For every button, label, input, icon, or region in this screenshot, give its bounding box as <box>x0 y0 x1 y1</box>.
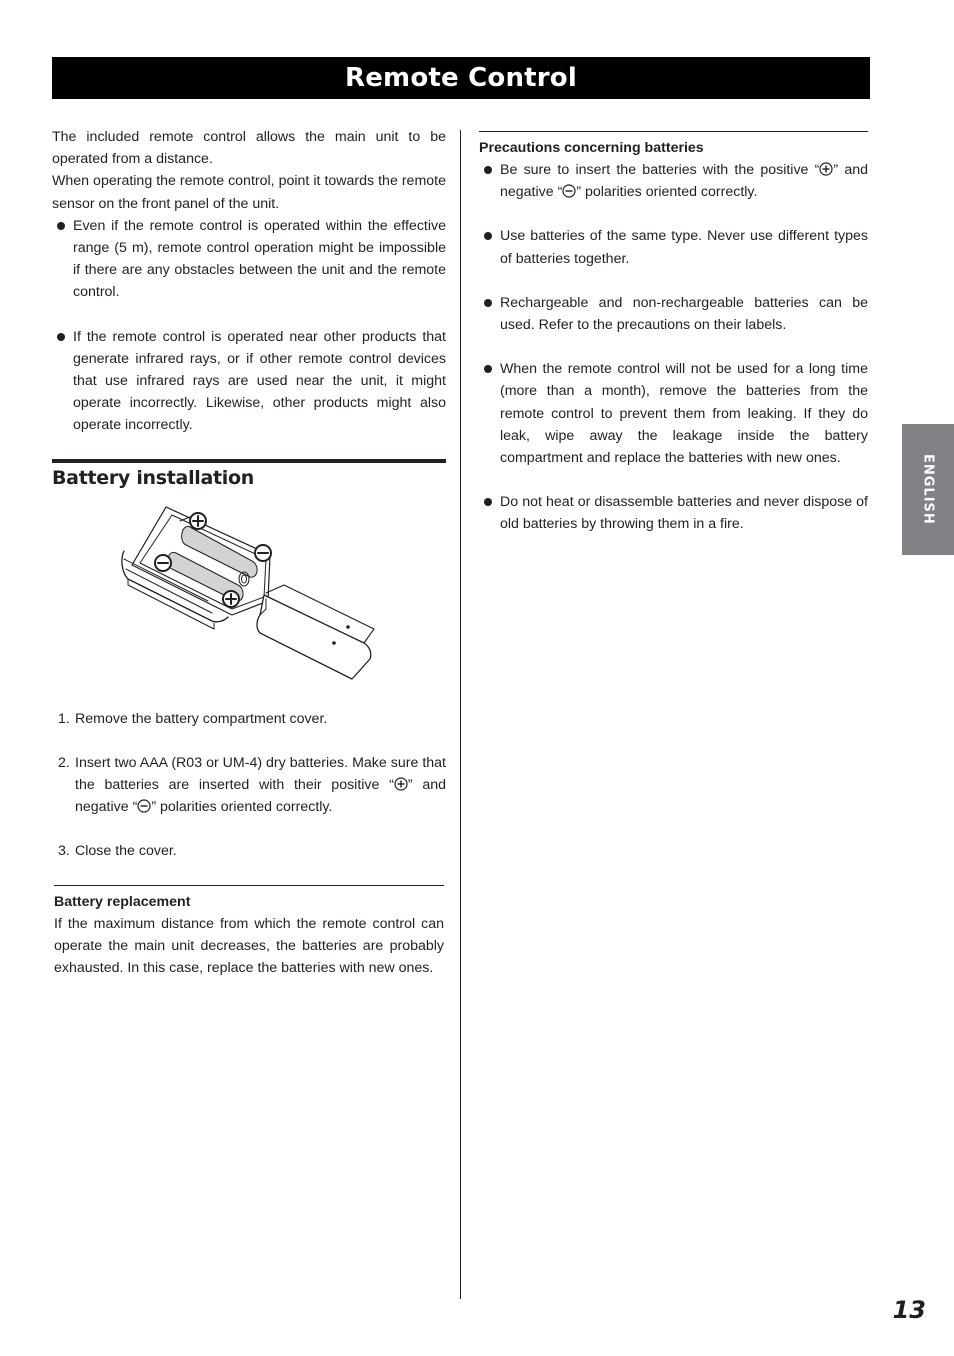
remote-battery-diagram-icon <box>120 503 382 683</box>
title-bar <box>52 57 870 99</box>
list-item: Do not heat or disassemble batteries and never dispose of old batteries by throwing them in a fire. <box>479 491 868 535</box>
step-text: ” and negative “ <box>75 777 446 816</box>
precaution-text: ” polarities oriented correctly. <box>576 184 758 201</box>
step-text: ” polarities oriented correctly. <box>151 799 333 816</box>
column-divider <box>460 130 461 1299</box>
minus-polarity-icon <box>562 184 576 198</box>
plus-polarity-icon <box>819 162 833 176</box>
language-tab <box>902 424 954 555</box>
minus-polarity-icon <box>137 799 151 813</box>
step-number: 2. <box>58 754 70 771</box>
section-rule <box>54 885 444 886</box>
intro-paragraph-1: The included remote control allows the main unit to be operated from a distance. <box>52 129 446 168</box>
language-tab-label: ENGLISH <box>920 454 936 525</box>
list-item: If the remote control is operated near other products that generate infrared rays, or if other remote control devices that use infrared rays are used near the unit, it might operate incorrectly. Likewise, other products might also operate incorrectly. <box>52 326 446 437</box>
intro <box>52 126 446 215</box>
list-item <box>479 159 868 203</box>
installation-steps <box>52 708 446 863</box>
precautions-heading: Precautions concerning batteries <box>479 140 704 156</box>
list-item <box>52 752 446 819</box>
page-number: 13 <box>892 1296 926 1324</box>
section-rule <box>479 131 868 132</box>
plus-polarity-icon <box>394 777 408 791</box>
step-text: Insert two AAA (R03 or UM-4) dry batteries. Make sure that the batteries are inserted with their positive “ <box>75 754 446 794</box>
step-number: 1. <box>58 710 70 727</box>
list-item <box>52 708 446 730</box>
page-title: Remote Control <box>344 63 577 93</box>
list-item <box>52 840 446 862</box>
step-text: Remove the battery compartment cover. <box>75 710 328 727</box>
list-item: When the remote control will not be used for a long time (more than a month), remove the batteries from the remote control to prevent them from leaking. If they do leak, wipe away the leakage inside the battery compartment and replace the batteries with new ones. <box>479 358 868 469</box>
remote-notes-list <box>52 215 446 437</box>
battery-illustration <box>120 503 446 688</box>
battery-replacement-heading: Battery replacement <box>54 893 191 910</box>
intro-paragraph-2: When operating the remote control, point it towards the remote sensor on the front panel of the unit. <box>52 173 446 212</box>
left-column <box>52 126 446 979</box>
battery-replacement-text: If the maximum distance from which the remote control can operate the main unit decreases, the batteries are probably exhausted. In this case, replace the batteries with new ones. <box>54 915 444 977</box>
list-item: Rechargeable and non-rechargeable batteries can be used. Refer to the precautions on their labels. <box>479 292 868 336</box>
right-column <box>479 131 868 558</box>
precaution-text: Be sure to insert the batteries with the positive “ <box>500 162 820 178</box>
section-rule <box>52 459 446 463</box>
list-item: Even if the remote control is operated within the effective range (5 m), remote control operation might be impossible if there are any obstacles between the unit and the remote control. <box>52 215 446 304</box>
precautions-list <box>479 159 868 536</box>
precaution-text: ” and negative “ <box>500 162 869 201</box>
battery-replacement-section <box>54 885 444 980</box>
list-item: Use batteries of the same type. Never use different types of batteries together. <box>479 225 868 269</box>
step-text: Close the cover. <box>75 843 177 860</box>
step-number: 3. <box>58 843 70 860</box>
battery-installation-heading: Battery installation <box>52 466 254 489</box>
